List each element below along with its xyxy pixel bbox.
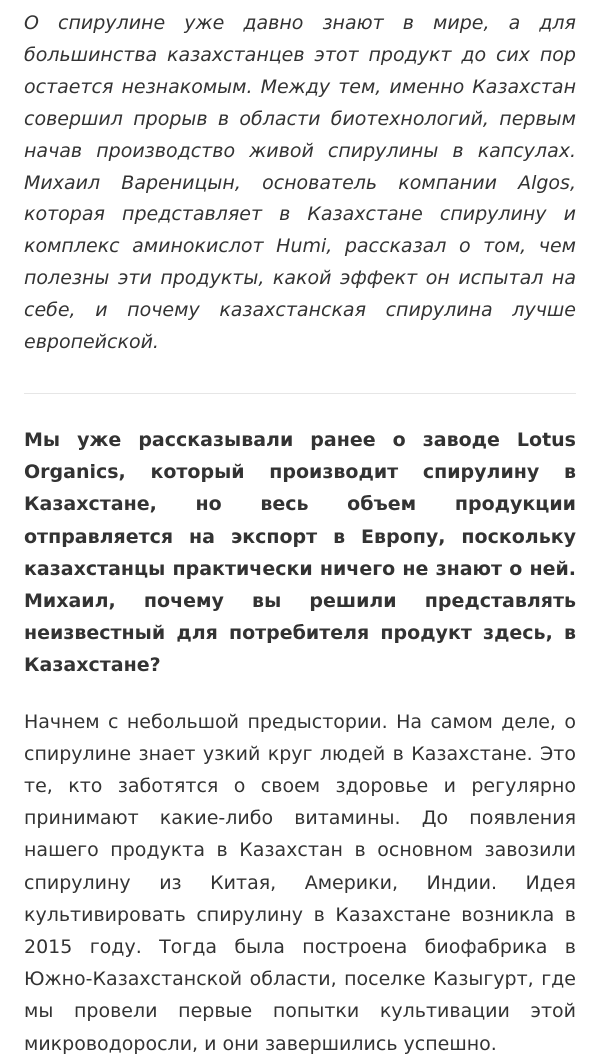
- section-divider: [24, 393, 576, 394]
- interview-answer: Начнем с небольшой предыстории. На самом деле, о спирулине знает узкий круг людей в Казахстане. Это те, кто заботятся о своем здоровье и регулярно принимают какие-либо витамины. До появления нашего продукта в Казахстан в основном завозили спирулину из Китая, Америки, Индии. Идея культивировать спирулину в Казахстане возникла в 2015 году. Тогда была построена биофабрика в Южно-Казахстанской области, поселке Казыгурт, где мы провели первые попытки культивации этой микроводоросли, и они завершились успешно.: [24, 710, 576, 1055]
- article-body: [24, 0, 576, 1060]
- article-lead: О спирулине уже давно знают в мире, а для большинства казахстанцев этот продукт до сих пор остается незнакомым. Между тем, именно Казахстан совершил прорыв в области биотехнологий, первым начав производство живой спирулины в капсулах. Михаил Вареницын, основатель компании Algos, которая представляет в Казахстане спирулину и комплекс аминокислот Humi, рассказал о том, чем полезны эти продукты, какой эффект он испытал на себе, и почему казахстанская спирулина лучше европейской.: [24, 12, 576, 354]
- interview-question: Мы уже рассказывали ранее о заводе Lotus Organics, который производит спирулину в Казахстане, но весь объем продукции отправляется на экспорт в Европу, поскольку казахстанцы практически ничего не знают о ней. Михаил, почему вы решили представлять неизвестный для потребителя продукт здесь, в Казахстане?: [24, 428, 576, 677]
